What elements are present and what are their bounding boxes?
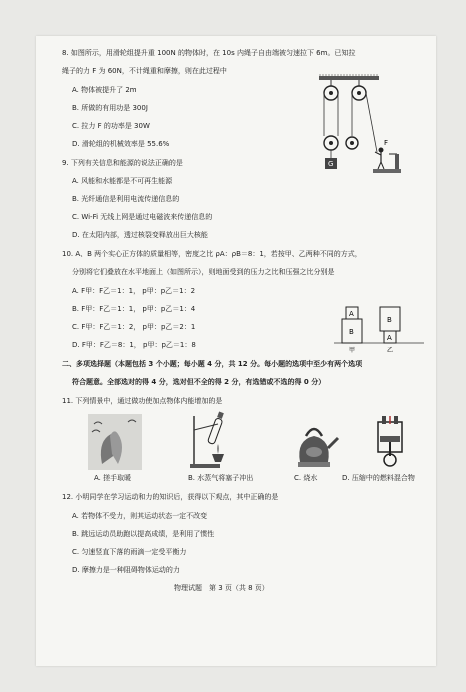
q9-stem: 9. 下列有关信息和能源的说法正确的是: [62, 159, 183, 167]
kettle-image: [290, 416, 340, 470]
section2-heading-line1: 二、多项选择题（本题包括 3 个小题；每小题 4 分，共 12 分。每小题的选项中至少有两个选项: [62, 360, 363, 368]
q11-stem: 11. 下列情景中，通过做功使加点物体内能增加的是: [62, 397, 223, 405]
q12-option-d: D. 摩擦力是一种阻碍物体运动的力: [72, 566, 180, 574]
force-label: F: [384, 139, 389, 147]
jia-label: 甲: [349, 347, 356, 354]
q9-option-c: C. Wi-Fi 无线上网是通过电磁波来传递信息的: [72, 213, 213, 221]
weight-label: G: [328, 160, 334, 168]
q11-option-a: A. 搓手取暖: [94, 474, 132, 482]
pulley-system-figure: [311, 74, 411, 174]
q10-option-b: B. F甲：F乙＝1：1， p甲：p乙＝1：4: [72, 305, 196, 313]
q8-stem-line1: 8. 如图所示，用滑轮组提升重 100N 的物体时，在 10s 内绳子自由端被匀速拉下 6m。已知拉: [62, 49, 356, 57]
q8-option-c: C. 拉力 F 的功率是 30W: [72, 122, 150, 130]
rubbing-hands-image: [88, 414, 142, 470]
q11-option-b: B. 水蒸气将塞子冲出: [188, 474, 254, 482]
q9-option-d: D. 在太阳内部，透过核裂变释放出巨大核能: [72, 231, 208, 239]
q10-option-d: D. F甲：F乙＝8：1， p甲：p乙＝1：8: [72, 341, 196, 349]
yi-cube-a-label: A: [387, 334, 392, 342]
jia-cube-a-label: A: [349, 310, 354, 318]
stacked-cubes-figure: [334, 286, 424, 354]
q8-option-a: A. 物体被提升了 2m: [72, 86, 137, 94]
q12-option-c: C. 匀速竖直下落的雨滴一定受平衡力: [72, 548, 187, 556]
q10-stem-line1: 10. A、B 两个实心正方体的质量相等，密度之比 ρA：ρB＝8：1，若按甲、乙两种不同的方式，: [62, 250, 362, 258]
q10-option-c: C. F甲：F乙＝1：2， p甲：p乙＝2：1: [72, 323, 196, 331]
jia-cube-b-label: B: [349, 328, 354, 336]
exam-page: [36, 36, 436, 666]
yi-cube-b-label: B: [387, 316, 392, 324]
engine-cylinder-image: [370, 414, 410, 470]
q9-option-a: A. 风能和水能都是不可再生能源: [72, 177, 173, 185]
q12-stem: 12. 小明同学在学习运动和力的知识后，获得以下观点，其中正确的是: [62, 493, 279, 501]
q10-stem-line2: 分别将它们叠放在水平地面上（如图所示），则地面受到的压力之比和压强之比分别是: [72, 268, 335, 276]
section2-heading-line2: 符合题意。全部选对的得 4 分，选对但不全的得 2 分，有选错或不选的得 0 分）: [72, 378, 326, 386]
q8-option-b: B. 所做的有用功是 300J: [72, 104, 148, 112]
page-footer: 物理试题 第 3 页（共 8 页）: [174, 584, 269, 592]
q12-option-b: B. 跳远运动员助跑以提高成绩，是利用了惯性: [72, 530, 215, 538]
yi-label: 乙: [387, 347, 394, 354]
test-tube-stopper-image: [188, 410, 242, 470]
q9-option-b: B. 光纤通信是利用电流传递信息的: [72, 195, 180, 203]
q8-stem-line2: 绳子的力 F 为 60N，不计绳重和摩擦，则在此过程中: [62, 67, 227, 75]
q11-option-c: C. 烧水: [294, 474, 318, 482]
q10-option-a: A. F甲：F乙＝1：1， p甲：p乙＝1：2: [72, 287, 196, 295]
q11-option-d: D. 压缩中的燃料混合物: [342, 474, 415, 482]
q12-option-a: A. 若物体不受力，则其运动状态一定不改变: [72, 512, 208, 520]
q8-option-d: D. 滑轮组的机械效率是 55.6%: [72, 140, 170, 148]
